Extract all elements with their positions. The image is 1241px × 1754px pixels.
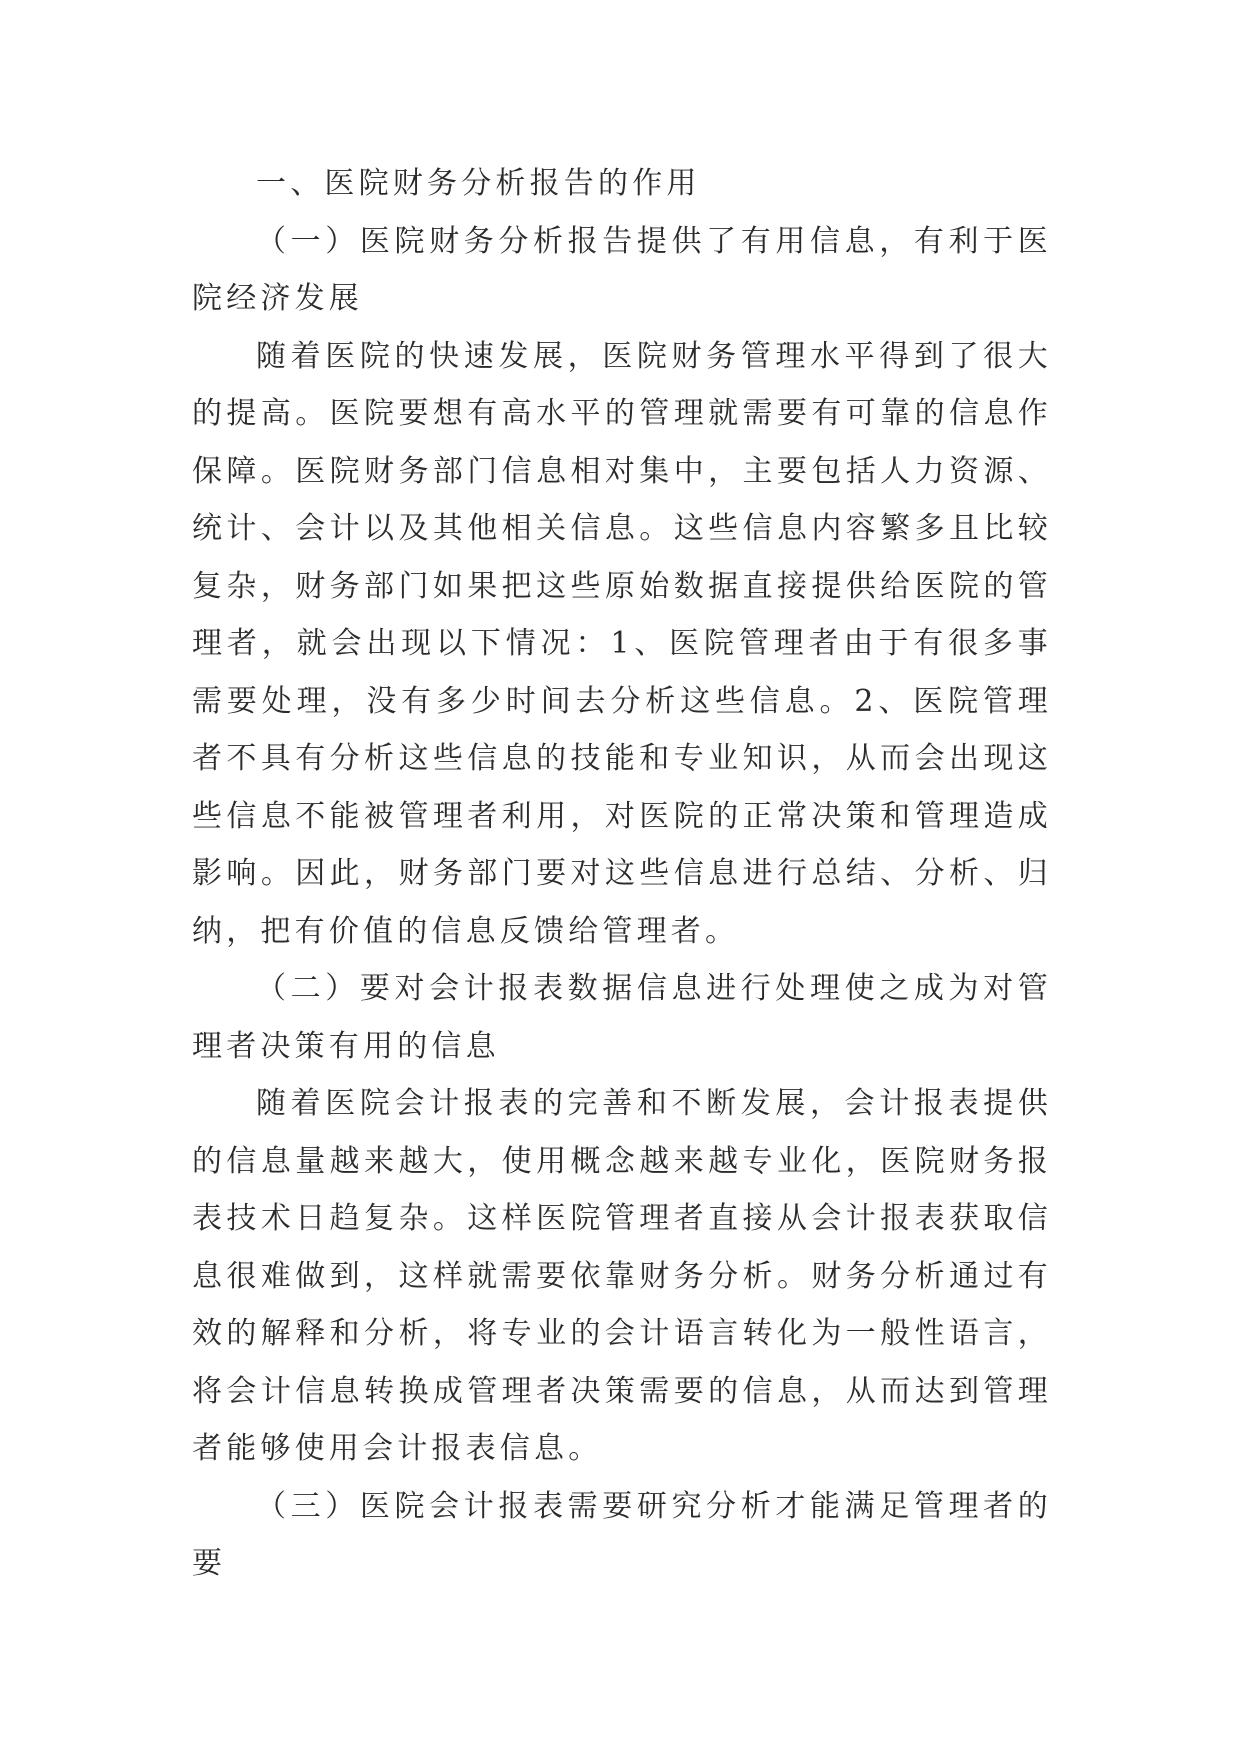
subsection-2-paragraph: 随着医院会计报表的完善和不断发展，会计报表提供的信息量越来越大，使用概念越来越专业化，医院财务报表技术日趋复杂。这样医院管理者直接从会计报表获取信息很难做到，这样就需要依靠财务分析。财务分析通过有效的解释和分析，将专业的会计语言转化为一般性语言，将会计信息转换成管理者决策需要的信息，从而达到管理者能够使用会计报表信息。 [192,1086,1052,1466]
subsection-1-heading: （一）医院财务分析报告提供了有用信息，有利于医院经济发展 [192,223,1052,316]
document-body [192,155,1052,1593]
section-heading: 一、医院财务分析报告的作用 [256,166,701,201]
subsection-3-heading: （三）医院会计报表需要研究分析才能满足管理者的要 [192,1488,1052,1581]
subsection-2-heading: （二）要对会计报表数据信息进行处理使之成为对管理者决策有用的信息 [192,971,1052,1064]
subsection-1-paragraph: 随着医院的快速发展，医院财务管理水平得到了很大的提高。医院要想有高水平的管理就需要有可靠的信息作保障。医院财务部门信息相对集中，主要包括人力资源、统计、会计以及其他相关信息。这些信息内容繁多且比较复杂，财务部门如果把这些原始数据直接提供给医院的管理者，就会出现以下情况：1、医院管理者由于有很多事需要处理，没有多少时间去分析这些信息。2、医院管理者不具有分析这些信息的技能和专业知识，从而会出现这些信息不能被管理者利用，对医院的正常决策和管理造成影响。因此，财务部门要对这些信息进行总结、分析、归纳，把有价值的信息反馈给管理者。 [192,338,1052,949]
